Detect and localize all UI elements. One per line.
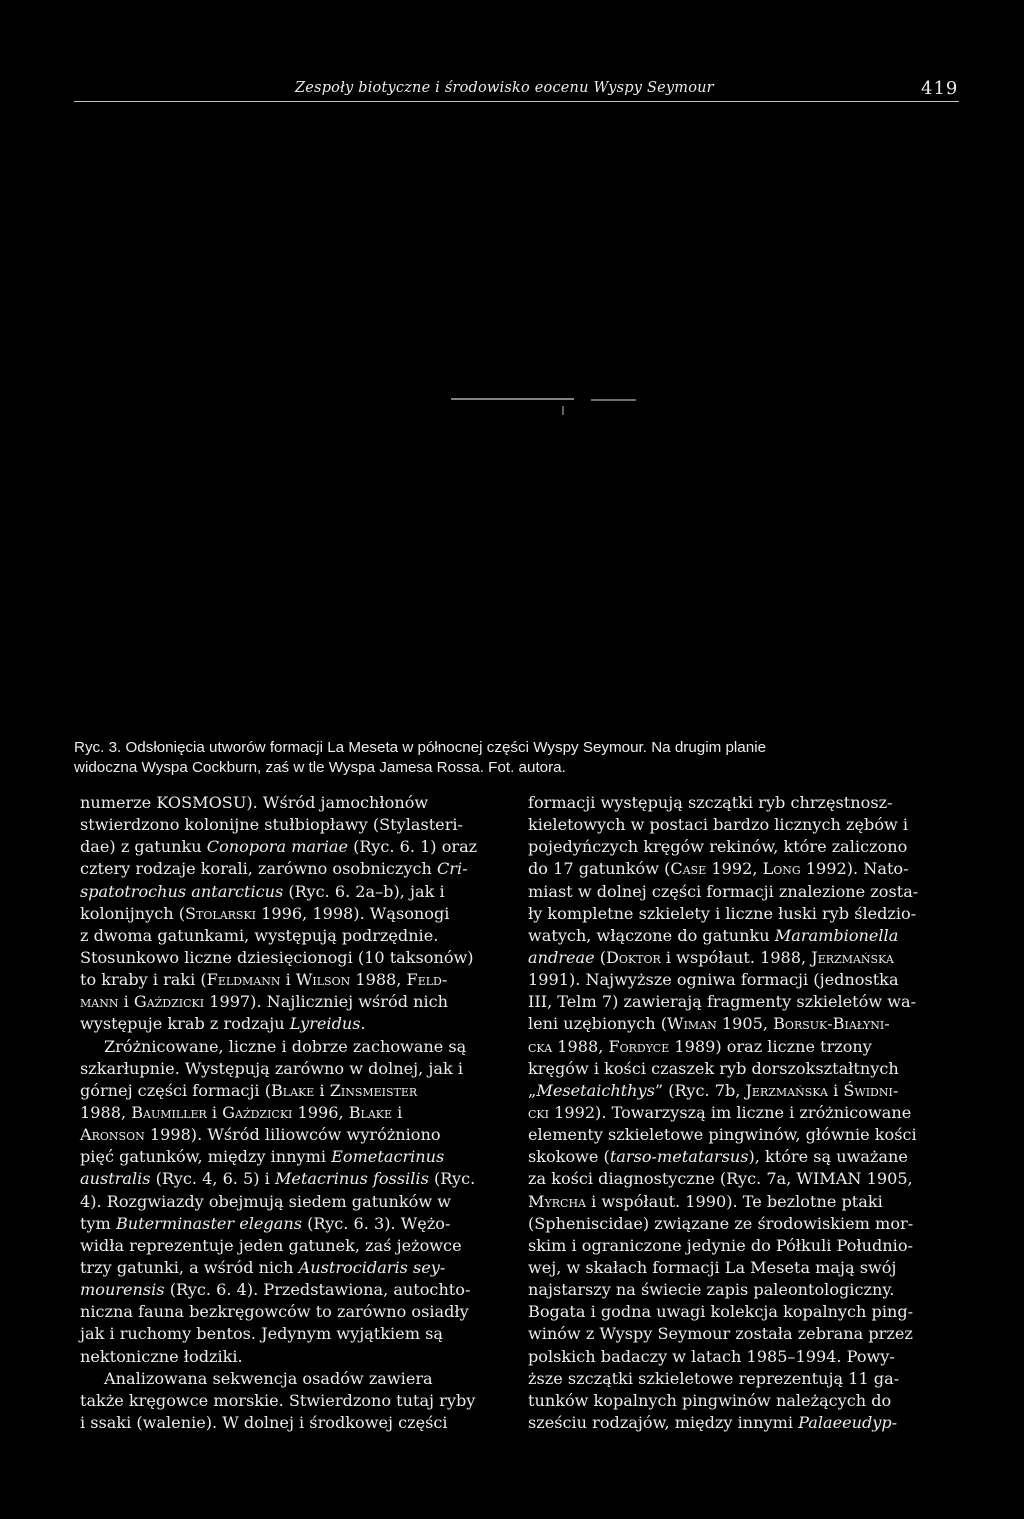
text-line xyxy=(80,1279,505,1301)
text-line xyxy=(528,1058,958,1080)
text-line xyxy=(528,1257,958,1279)
taxon-name: Eometacrinus xyxy=(331,1147,445,1167)
text-line xyxy=(528,1213,958,1235)
author-name: Aronson xyxy=(80,1125,145,1145)
text-span: (Ryc. 6. 3). Wężo- xyxy=(301,1213,451,1233)
text-span: 1989) oraz liczne trzony xyxy=(669,1036,872,1056)
taxon-name: mourensis xyxy=(80,1280,165,1300)
text-span: występuje krab z rodzaju xyxy=(80,1014,290,1034)
author-name: Wiman xyxy=(667,1014,717,1034)
text-span: 1998). Wśród liliowców wyróżniono xyxy=(144,1125,441,1145)
author-name: Blake xyxy=(270,1080,315,1100)
text-span: 1988, xyxy=(350,970,407,990)
author-name: Gaździcki xyxy=(222,1102,293,1122)
photo-highlight xyxy=(591,399,636,401)
taxon-name: Metacrinus fossilis xyxy=(274,1169,429,1189)
text-line xyxy=(80,836,505,858)
author-name: Feldmann xyxy=(206,970,281,990)
text-line xyxy=(528,1080,958,1102)
text-span: cztery rodzaje korali, zarówno osobniczych xyxy=(80,859,437,879)
text-span: 1992). Nato- xyxy=(800,859,909,879)
text-line xyxy=(80,1124,505,1146)
text-line xyxy=(80,1168,505,1190)
text-line xyxy=(528,1235,958,1257)
taxon-name: andreae xyxy=(528,947,595,967)
taxon-name: spatotrochus antarcticus xyxy=(80,881,284,901)
taxon-name: Mesetaichthys xyxy=(536,1080,655,1100)
author-name: Fordyce xyxy=(608,1036,670,1056)
author-name: Myrcha xyxy=(528,1191,586,1211)
text-span: za kości diagnostyczne (Ryc. 7a, WIMAN 1905, xyxy=(528,1169,913,1189)
author-name: Świdni- xyxy=(843,1080,899,1100)
text-line xyxy=(528,881,958,903)
text-span: 4). Rozgwiazdy obejmują siedem gatunków w xyxy=(80,1191,452,1211)
text-line xyxy=(80,1390,505,1412)
text-span: formacji występują szczątki ryb chrzęstnosz- xyxy=(528,793,893,812)
text-span: i xyxy=(206,1102,223,1122)
text-span: widła reprezentuje jeden gatunek, zaś jeżowce xyxy=(80,1235,462,1255)
text-line xyxy=(528,1301,958,1323)
text-span: 1997). Najliczniej wśród nich xyxy=(204,992,448,1012)
text-span: i xyxy=(280,970,296,990)
text-line xyxy=(528,1036,958,1058)
text-line xyxy=(528,1412,958,1434)
text-line xyxy=(80,1080,505,1102)
text-line xyxy=(528,947,958,969)
photo-highlight xyxy=(451,398,574,400)
text-line xyxy=(528,1346,958,1368)
text-span: pojedyńczych kręgów rekinów, które zaliczono xyxy=(528,837,908,857)
text-span: także kręgowce morskie. Stwierdzono tutaj ryby xyxy=(80,1390,476,1410)
text-column-right xyxy=(528,792,958,1434)
text-line xyxy=(80,814,505,836)
taxon-name: australis xyxy=(80,1169,151,1189)
text-span: 1988, xyxy=(80,1102,132,1122)
text-span: elementy szkieletowe pingwinów, głównie kości xyxy=(528,1125,917,1145)
text-line xyxy=(80,1235,505,1257)
taxon-name: Austrocidaris sey- xyxy=(298,1257,446,1277)
text-line xyxy=(80,1346,505,1368)
text-line xyxy=(528,925,958,947)
author-name: Jerzmańska xyxy=(811,947,894,967)
text-span: nektoniczne łodziki. xyxy=(80,1346,243,1366)
text-span: i xyxy=(118,992,134,1012)
text-line xyxy=(80,1368,505,1390)
text-span: „ xyxy=(528,1080,537,1100)
text-line xyxy=(80,1412,505,1434)
text-span: watych, włączone do gatunku xyxy=(528,925,775,945)
text-line xyxy=(528,1279,958,1301)
author-name: Blake xyxy=(348,1102,393,1122)
text-line xyxy=(528,991,958,1013)
text-line xyxy=(80,1036,505,1058)
taxon-name: Cri- xyxy=(436,859,468,879)
text-span: (Ryc. 6. 4). Przedstawiona, autochto- xyxy=(164,1280,471,1300)
text-line xyxy=(528,814,958,836)
text-span: 1992). Towarzyszą im liczne i zróżnicowane xyxy=(548,1102,912,1122)
figure-photo xyxy=(74,114,959,719)
author-name: cka xyxy=(528,1036,553,1056)
text-span: stwierdzono kolonijne stułbiopławy (Stylasteri- xyxy=(80,815,463,835)
author-name: Wilson xyxy=(295,970,351,990)
text-span: skim i ograniczone jedynie do Półkuli Południo- xyxy=(528,1235,913,1255)
text-span: Stosunkowo liczne dziesięcionogi (10 taksonów) xyxy=(80,947,474,967)
text-line xyxy=(80,903,505,925)
text-span: tym xyxy=(80,1213,116,1233)
text-span: ły kompletne szkielety i liczne łuski ryb śledzio- xyxy=(528,903,917,923)
text-span: III, Telm 7) zawierają fragmenty szkieletów wa- xyxy=(528,992,917,1012)
text-span: i xyxy=(392,1102,403,1122)
text-line xyxy=(80,1191,505,1213)
text-span: i współaut. 1988, xyxy=(660,947,812,967)
text-line xyxy=(80,881,505,903)
author-name: Jerzmańska xyxy=(745,1080,828,1100)
text-span: Analizowana sekwencja osadów zawiera xyxy=(104,1368,433,1388)
author-name: Zinsmeister xyxy=(329,1080,418,1100)
text-span: (Ryc. 6. 2a–b), jak i xyxy=(283,881,445,901)
author-name: cki xyxy=(528,1102,549,1122)
text-span: ( xyxy=(594,947,607,967)
text-span: numerze KOSMOSU). Wśród jamochłonów xyxy=(80,793,429,812)
text-span: ” (Ryc. 7b, xyxy=(654,1080,746,1100)
author-name: Long xyxy=(762,859,801,879)
text-span: trzy gatunki, a wśród nich xyxy=(80,1257,299,1277)
text-span: 1991). Najwyższe ogniwa formacji (jednostka xyxy=(528,970,899,990)
text-span: (Ryc. 4, 6. 5) i xyxy=(150,1169,275,1189)
text-line xyxy=(528,792,958,814)
text-line xyxy=(80,1323,505,1345)
text-line xyxy=(528,836,958,858)
text-line xyxy=(80,947,505,969)
author-name: Borsuk-Białyni- xyxy=(773,1014,890,1034)
text-span: Bogata i godna uwagi kolekcja kopalnych ping- xyxy=(528,1302,914,1322)
term: tarso-metatarsus xyxy=(609,1147,749,1167)
text-span: dae) z gatunku xyxy=(80,837,207,857)
text-line xyxy=(528,1390,958,1412)
text-span: 1988, xyxy=(552,1036,609,1056)
text-line xyxy=(528,1124,958,1146)
text-line xyxy=(80,991,505,1013)
text-span: ), które są uważane xyxy=(748,1147,908,1167)
author-name: Doktor xyxy=(606,947,661,967)
taxon-name: Conopora mariae xyxy=(206,837,349,857)
text-line xyxy=(80,1301,505,1323)
text-line xyxy=(528,1323,958,1345)
text-span: winów z Wyspy Seymour została zebrana przez xyxy=(528,1324,913,1344)
text-span: górnej części formacji ( xyxy=(80,1080,271,1100)
text-span: ższe szczątki szkieletowe reprezentują 11 ga- xyxy=(528,1368,900,1388)
taxon-name: Palaeeudyp- xyxy=(798,1412,898,1432)
text-span: (Ryc. xyxy=(428,1169,476,1189)
text-line xyxy=(80,792,505,814)
text-span: (Ryc. 6. 1) oraz xyxy=(348,837,478,857)
text-line xyxy=(528,1368,958,1390)
text-column-left xyxy=(80,792,505,1434)
text-span: 1905, xyxy=(716,1014,774,1034)
text-span: niczna fauna bezkręgowców to zarówno osiadły xyxy=(80,1302,469,1322)
text-span: kieletowych w postaci bardzo licznych zębów i xyxy=(528,815,909,835)
text-span: skokowe ( xyxy=(528,1147,610,1167)
text-span: 1996, 1998). Wąsonogi xyxy=(256,903,450,923)
text-line xyxy=(80,969,505,991)
caption-line: Ryc. 3. Odsłonięcia utworów formacji La Meseta w północnej części Wyspy Seymour. Na drugim planie xyxy=(74,739,767,756)
page-number: 419 xyxy=(921,78,959,99)
text-span: leni uzębionych ( xyxy=(528,1014,668,1034)
text-span: sześciu rodzajów, między innymi xyxy=(528,1412,799,1432)
author-name: Feld- xyxy=(406,970,448,990)
text-span: pięć gatunków, między innymi xyxy=(80,1147,332,1167)
text-span: polskich badaczy w latach 1985–1994. Powy- xyxy=(528,1346,895,1366)
text-span: (Spheniscidae) związane ze środowiskiem mor- xyxy=(528,1213,914,1233)
text-span: kręgów i kości czaszek ryb dorszokształtnych xyxy=(528,1058,899,1078)
text-span: kolonijnych ( xyxy=(80,903,186,923)
text-span: Zróżnicowane, liczne i dobrze zachowane są xyxy=(104,1036,467,1056)
text-span: najstarszy na świecie zapis paleontologiczny. xyxy=(528,1280,895,1300)
author-name: mann xyxy=(80,992,119,1012)
text-line xyxy=(80,1102,505,1124)
text-span: do 17 gatunków ( xyxy=(528,859,671,879)
text-span: tunków kopalnych pingwinów należących do xyxy=(528,1390,892,1410)
text-line xyxy=(528,1168,958,1190)
text-span: 1996, xyxy=(292,1102,349,1122)
running-title: Zespoły biotyczne i środowisko eocenu Wyspy Seymour xyxy=(295,80,714,96)
author-name: Baumiller xyxy=(131,1102,207,1122)
text-span: . xyxy=(360,1014,366,1034)
text-line xyxy=(80,1257,505,1279)
author-name: Stolarski xyxy=(185,903,257,923)
text-line xyxy=(528,1013,958,1035)
text-span: jak i ruchomy bentos. Jedynym wyjątkiem są xyxy=(80,1324,443,1344)
text-line xyxy=(80,1146,505,1168)
text-span: wej, w skałach formacji La Meseta mają swój xyxy=(528,1257,897,1277)
text-span: i ssaki (walenie). W dolnej i środkowej części xyxy=(80,1412,448,1432)
text-line xyxy=(528,969,958,991)
text-span: i xyxy=(827,1080,844,1100)
text-span: miast w dolnej części formacji znalezione zosta- xyxy=(528,881,919,901)
photo-highlight xyxy=(562,406,564,415)
author-name: Case xyxy=(670,859,707,879)
text-line xyxy=(528,1191,958,1213)
text-span: i xyxy=(314,1080,330,1100)
text-line xyxy=(80,1013,505,1035)
text-span: 1992, xyxy=(706,859,763,879)
text-line xyxy=(80,925,505,947)
taxon-name: Marambionella xyxy=(774,925,899,945)
taxon-name: Lyreidus xyxy=(289,1014,361,1034)
text-line xyxy=(80,1213,505,1235)
caption-line: widoczna Wyspa Cockburn, zaś w tle Wyspa Jamesa Rossa. Fot. autora. xyxy=(74,759,566,776)
text-line xyxy=(528,1102,958,1124)
figure-caption xyxy=(74,738,964,778)
text-line xyxy=(528,858,958,880)
text-span: z dwoma gatunkami, występują podrzędnie. xyxy=(80,925,439,945)
text-line xyxy=(80,1058,505,1080)
text-line xyxy=(528,903,958,925)
text-span: szkarłupnie. Występują zarówno w dolnej, jak i xyxy=(80,1058,463,1078)
text-span: i współaut. 1990). Te bezlotne ptaki xyxy=(585,1191,883,1211)
text-line xyxy=(80,858,505,880)
taxon-name: Buterminaster elegans xyxy=(115,1213,302,1233)
header-rule xyxy=(74,101,959,102)
author-name: Gaździcki xyxy=(133,992,205,1012)
text-line xyxy=(528,1146,958,1168)
text-span: to kraby i raki ( xyxy=(80,970,207,990)
